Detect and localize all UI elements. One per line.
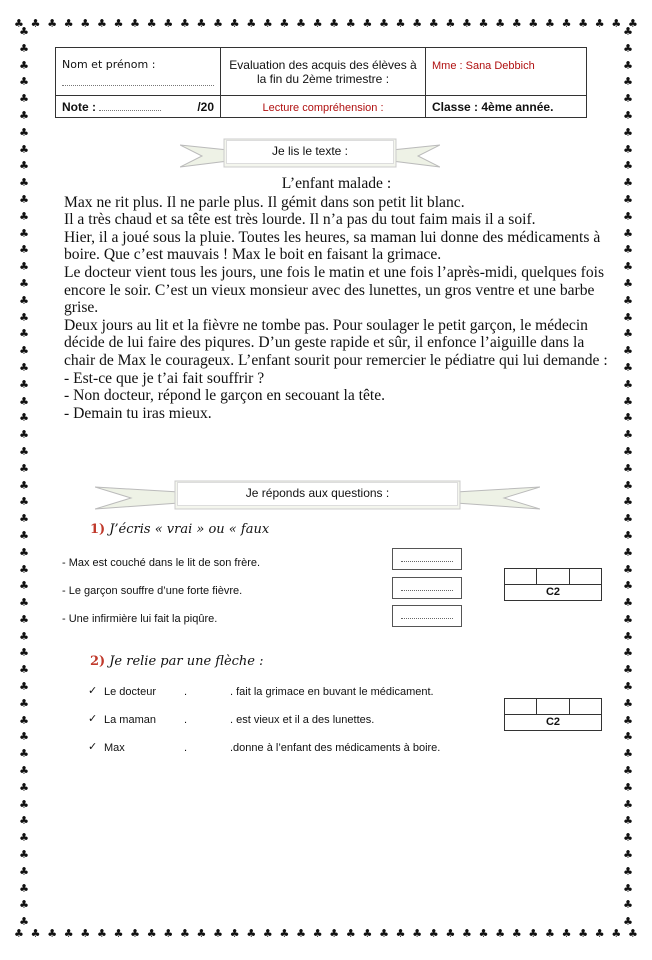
ornament-icon: ♣ (329, 927, 340, 940)
ornament-icon: ♣ (623, 831, 633, 845)
ornament-icon: ♣ (229, 17, 240, 30)
ornament-icon: ♣ (623, 528, 633, 542)
ornament-icon: ♣ (19, 360, 29, 374)
q2-left-item[interactable]: Max (104, 742, 125, 754)
ornament-icon: ♣ (623, 293, 633, 307)
q1-title-text: J’écris « vrai » ou « faux (109, 522, 270, 537)
ornament-icon: ♣ (623, 444, 633, 458)
ornament-icon: ♣ (246, 17, 257, 30)
ornament-icon: ♣ (395, 927, 406, 940)
q2-right-item[interactable]: .donne à l’enfant des médicaments à boire. (230, 742, 441, 754)
ornament-icon: ♣ (30, 17, 41, 30)
ornament-icon: ♣ (623, 848, 633, 862)
ornament-icon: ♣ (623, 25, 633, 38)
ornament-icon: ♣ (412, 927, 423, 940)
ornament-icon: ♣ (445, 17, 456, 30)
ornament-icon: ♣ (445, 927, 456, 940)
ornament-icon: ♣ (19, 747, 29, 761)
q1-statement: - Le garçon souffre d’une forte fièvre. (62, 585, 243, 597)
ornament-icon: ♣ (623, 159, 633, 173)
ornament-icon: ♣ (623, 209, 633, 223)
ornament-icon: ♣ (19, 478, 29, 492)
ornament-icon: ♣ (19, 444, 29, 458)
ornament-icon: ♣ (196, 927, 207, 940)
ornament-icon: ♣ (623, 125, 633, 139)
ornament-icon: ♣ (623, 797, 633, 811)
story-title: L’enfant malade : (281, 175, 392, 192)
ornament-icon: ♣ (113, 17, 124, 30)
ornament-icon: ♣ (623, 596, 633, 610)
ornament-icon: ♣ (312, 927, 323, 940)
ornament-icon: ♣ (213, 927, 223, 940)
ornament-icon: ♣ (19, 579, 29, 593)
ornament-icon: ♣ (19, 713, 29, 727)
reading-banner-label: Je lis le texte : (226, 140, 394, 164)
eval-title-line1: Evaluation des acquis des élèves à (229, 57, 417, 72)
ornament-icon: ♣ (19, 696, 29, 710)
ornament-icon: ♣ (627, 17, 638, 30)
q1-number: 1) (90, 522, 106, 537)
ornament-icon: ♣ (19, 192, 29, 206)
ornament-icon: ♣ (47, 927, 58, 940)
ornament-icon: ♣ (623, 478, 633, 492)
ornament-icon: ♣ (379, 17, 389, 30)
ornament-icon: ♣ (623, 360, 633, 374)
ornament-icon: ♣ (561, 17, 572, 30)
ornament-icon: ♣ (19, 293, 29, 307)
ornament-icon: ♣ (623, 898, 633, 912)
ornament-icon: ♣ (623, 747, 633, 761)
q1-statement: - Une infirmière lui fait la piqûre. (62, 613, 218, 625)
ornament-icon: ♣ (623, 680, 633, 694)
ornament-icon: ♣ (561, 927, 572, 940)
ornament-icon: ♣ (19, 780, 29, 794)
ornament-icon: ♣ (47, 17, 58, 30)
ornament-icon: ♣ (362, 927, 373, 940)
ornament-icon: ♣ (19, 831, 29, 845)
ornament-icon: ♣ (19, 848, 29, 862)
ornament-icon: ♣ (19, 545, 29, 559)
check-icon: ✓ (88, 684, 98, 697)
ornament-icon: ♣ (19, 612, 29, 626)
q2-number: 2) (90, 654, 106, 669)
ornament-icon: ♣ (19, 58, 29, 72)
ornament-icon: ♣ (478, 927, 489, 940)
q2-left-item[interactable]: Le docteur (104, 686, 156, 698)
ornament-icon: ♣ (196, 17, 207, 30)
ornament-icon: ♣ (19, 881, 29, 895)
eval-title-cell (221, 48, 426, 96)
ornament-icon: ♣ (623, 495, 633, 509)
ornament-icon: ♣ (623, 814, 633, 828)
q2-criterion-grid (504, 698, 602, 731)
ornament-icon: ♣ (623, 310, 633, 324)
ornament-icon: ♣ (19, 680, 29, 694)
ornament-icon: ♣ (19, 512, 29, 526)
q2-criterion: C2 (545, 716, 561, 728)
border-left (18, 26, 30, 928)
ornament-icon: ♣ (578, 927, 589, 940)
ornament-icon: ♣ (19, 276, 29, 290)
border-top (14, 18, 638, 32)
q2-left-anchor[interactable]: . (184, 686, 188, 698)
q2-left-item[interactable]: La maman (104, 714, 156, 726)
ornament-icon: ♣ (623, 428, 633, 442)
ornament-icon: ♣ (623, 75, 633, 89)
ornament-icon: ♣ (19, 327, 29, 341)
ornament-icon: ♣ (412, 17, 423, 30)
ornament-icon: ♣ (623, 881, 633, 895)
ornament-icon: ♣ (362, 17, 373, 30)
name-cell[interactable] (56, 48, 221, 96)
ornament-icon: ♣ (428, 927, 439, 940)
ornament-icon: ♣ (623, 276, 633, 290)
ornament-icon: ♣ (19, 730, 29, 744)
section-cell (221, 96, 426, 118)
criterion-score-cells (505, 569, 601, 585)
ornament-icon: ♣ (623, 663, 633, 677)
ornament-icon: ♣ (296, 927, 306, 940)
ornament-icon: ♣ (511, 927, 522, 940)
ornament-icon: ♣ (623, 192, 633, 206)
ornament-icon: ♣ (623, 730, 633, 744)
ornament-icon: ♣ (345, 17, 356, 30)
ornament-icon: ♣ (578, 17, 589, 30)
ornament-icon: ♣ (623, 915, 633, 929)
ornament-icon: ♣ (14, 17, 24, 30)
q2-right-item[interactable]: . est vieux et il a des lunettes. (230, 714, 375, 726)
ornament-icon: ♣ (96, 17, 107, 30)
ornament-icon: ♣ (19, 176, 29, 190)
ornament-icon: ♣ (495, 17, 506, 30)
check-icon: ✓ (88, 740, 98, 753)
section-label: Lecture compréhension : (262, 101, 384, 114)
note-cell[interactable] (56, 96, 221, 118)
ornament-icon: ♣ (623, 780, 633, 794)
ornament-icon: ♣ (19, 142, 29, 156)
ornament-icon: ♣ (96, 927, 107, 940)
ornament-icon: ♣ (611, 927, 622, 940)
ornament-icon: ♣ (19, 411, 29, 425)
story-dialogue: - Demain tu iras mieux. (64, 404, 212, 422)
q1-criterion: C2 (545, 586, 561, 598)
ornament-icon: ♣ (19, 159, 29, 173)
ornament-icon: ♣ (623, 226, 633, 240)
ornament-icon: ♣ (395, 17, 406, 30)
ornament-icon: ♣ (478, 17, 489, 30)
ornament-icon: ♣ (80, 17, 91, 30)
questions-banner (95, 479, 540, 513)
ornament-icon: ♣ (19, 764, 29, 778)
ornament-icon: ♣ (623, 579, 633, 593)
ornament-icon: ♣ (312, 17, 323, 30)
ornament-icon: ♣ (279, 17, 290, 30)
q1-criterion-grid (504, 568, 602, 601)
ornament-icon: ♣ (130, 17, 141, 30)
story-dialogue: - Non docteur, répond le garçon en secouant la tête. (64, 387, 386, 405)
ornament-icon: ♣ (623, 764, 633, 778)
story-paragraph: Deux jours au lit et la fièvre ne tombe pas. Pour soulager le petit garçon, le médecin décide de lui faire des piqures. D’un geste rapide et sûr, il enfonce l’aiguille dans la chair de Max le courageux. L’enfant sourit pour remercier le pédiatre qui lui demande : (64, 316, 608, 369)
ornament-icon: ♣ (19, 226, 29, 240)
ornament-icon: ♣ (19, 310, 29, 324)
ornament-icon: ♣ (19, 260, 29, 274)
ornament-icon: ♣ (623, 142, 633, 156)
ornament-icon: ♣ (623, 377, 633, 391)
ornament-icon: ♣ (163, 927, 174, 940)
q1-title (90, 522, 269, 537)
ornament-icon: ♣ (19, 663, 29, 677)
classe-cell (426, 96, 587, 118)
q1-answer-box[interactable] (392, 548, 462, 570)
ornament-icon: ♣ (623, 92, 633, 106)
ornament-icon: ♣ (262, 17, 273, 30)
q1-statement: - Max est couché dans le lit de son frère. (62, 557, 261, 569)
ornament-icon: ♣ (146, 927, 157, 940)
note-dotted-line (99, 110, 161, 111)
ornament-icon: ♣ (623, 327, 633, 341)
teacher-name: Mme : Sana Debbich (432, 60, 535, 72)
ornament-icon: ♣ (462, 927, 472, 940)
ornament-icon: ♣ (19, 646, 29, 660)
ornament-icon: ♣ (627, 927, 638, 940)
ornament-icon: ♣ (19, 915, 29, 929)
ornament-icon: ♣ (511, 17, 522, 30)
ornament-icon: ♣ (623, 646, 633, 660)
story-paragraph: Il a très chaud et sa tête est très lourde. Il n’a pas du tout faim mais il a soif. (64, 211, 536, 229)
ornament-icon: ♣ (19, 461, 29, 475)
classe-label: Classe : 4ème année. (432, 99, 554, 114)
header-table (55, 47, 587, 118)
ornament-icon: ♣ (623, 108, 633, 122)
ornament-icon: ♣ (246, 927, 257, 940)
q2-right-item[interactable]: . fait la grimace en buvant le médicament. (230, 686, 434, 698)
questions-banner-label: Je réponds aux questions : (177, 482, 458, 506)
border-right (622, 26, 634, 928)
ornament-icon: ♣ (19, 629, 29, 643)
ornament-icon: ♣ (63, 17, 74, 30)
ornament-icon: ♣ (623, 545, 633, 559)
ornament-icon: ♣ (80, 927, 91, 940)
ornament-icon: ♣ (623, 612, 633, 626)
q2-title (90, 654, 264, 669)
ornament-icon: ♣ (279, 927, 290, 940)
ornament-icon: ♣ (146, 17, 157, 30)
ornament-icon: ♣ (296, 17, 306, 30)
ornament-icon: ♣ (379, 927, 389, 940)
story-paragraph: Max ne rit plus. Il ne parle plus. Il gémit dans son petit lit blanc. (64, 193, 465, 211)
ornament-icon: ♣ (19, 394, 29, 408)
ornament-icon: ♣ (19, 428, 29, 442)
ornament-icon: ♣ (545, 927, 555, 940)
ornament-icon: ♣ (462, 17, 472, 30)
ornament-icon: ♣ (623, 629, 633, 643)
q1-answer-box[interactable] (392, 605, 462, 627)
ornament-icon: ♣ (594, 927, 605, 940)
ornament-icon: ♣ (19, 243, 29, 257)
ornament-icon: ♣ (528, 927, 539, 940)
story (64, 175, 609, 422)
ornament-icon: ♣ (14, 927, 24, 940)
story-dialogue: - Est-ce que je t’ai fait souffrir ? (64, 369, 265, 387)
ornament-icon: ♣ (528, 17, 539, 30)
ornament-icon: ♣ (623, 696, 633, 710)
ornament-icon: ♣ (30, 927, 41, 940)
teacher-cell (426, 48, 587, 96)
ornament-icon: ♣ (130, 927, 141, 940)
ornament-icon: ♣ (623, 394, 633, 408)
ornament-icon: ♣ (19, 864, 29, 878)
name-dotted-line (62, 75, 214, 86)
ornament-icon: ♣ (623, 41, 633, 55)
q2-left-anchor[interactable]: . (184, 742, 188, 754)
ornament-icon: ♣ (623, 713, 633, 727)
ornament-icon: ♣ (163, 17, 174, 30)
ornament-icon: ♣ (179, 927, 190, 940)
ornament-icon: ♣ (623, 864, 633, 878)
ornament-icon: ♣ (623, 562, 633, 576)
ornament-icon: ♣ (19, 41, 29, 55)
ornament-icon: ♣ (623, 176, 633, 190)
ornament-icon: ♣ (19, 814, 29, 828)
ornament-icon: ♣ (329, 17, 340, 30)
q2-left-anchor[interactable]: . (184, 714, 188, 726)
reading-banner (180, 137, 440, 171)
border-bottom (14, 928, 638, 942)
ornament-icon: ♣ (19, 797, 29, 811)
ornament-icon: ♣ (19, 125, 29, 139)
criterion-score-cells (505, 699, 601, 715)
ornament-icon: ♣ (19, 377, 29, 391)
ornament-icon: ♣ (19, 495, 29, 509)
ornament-icon: ♣ (19, 344, 29, 358)
ornament-icon: ♣ (229, 927, 240, 940)
story-paragraph: Le docteur vient tous les jours, une fois le matin et une fois l’après-midi, quelques fois encore le soir. C’est un vieux monsieur avec des lunettes, un gros ventre et une barbe grise. (64, 263, 605, 317)
ornament-icon: ♣ (428, 17, 439, 30)
ornament-icon: ♣ (262, 927, 273, 940)
check-icon: ✓ (88, 712, 98, 725)
ornament-icon: ♣ (594, 17, 605, 30)
note-label: Note : (62, 99, 96, 114)
ornament-icon: ♣ (19, 562, 29, 576)
ornament-icon: ♣ (545, 17, 555, 30)
ornament-icon: ♣ (19, 75, 29, 89)
ornament-icon: ♣ (623, 461, 633, 475)
ornament-icon: ♣ (19, 209, 29, 223)
ornament-icon: ♣ (623, 512, 633, 526)
ornament-icon: ♣ (19, 92, 29, 106)
ornament-icon: ♣ (213, 17, 223, 30)
ornament-icon: ♣ (113, 927, 124, 940)
ornament-icon: ♣ (19, 108, 29, 122)
ornament-icon: ♣ (19, 25, 29, 38)
ornament-icon: ♣ (611, 17, 622, 30)
ornament-icon: ♣ (19, 528, 29, 542)
story-paragraph: Hier, il a joué sous la pluie. Toutes les heures, sa maman lui donne des médicaments à boire. Que c’est mauvais ! Max le boit en faisant la grimace. (64, 228, 601, 264)
eval-title-line2: la fin du 2ème trimestre : (256, 71, 390, 86)
ornament-icon: ♣ (495, 927, 506, 940)
name-label: Nom et prénom : (62, 58, 156, 71)
q2-title-text: Je relie par une flèche : (109, 654, 264, 669)
ornament-icon: ♣ (623, 58, 633, 72)
ornament-icon: ♣ (63, 927, 74, 940)
ornament-icon: ♣ (179, 17, 190, 30)
ornament-icon: ♣ (623, 260, 633, 274)
note-value: /20 (197, 99, 214, 114)
q1-answer-box[interactable] (392, 577, 462, 599)
ornament-icon: ♣ (19, 898, 29, 912)
ornament-icon: ♣ (623, 243, 633, 257)
ornament-icon: ♣ (19, 596, 29, 610)
ornament-icon: ♣ (345, 927, 356, 940)
ornament-icon: ♣ (623, 411, 633, 425)
ornament-icon: ♣ (623, 344, 633, 358)
